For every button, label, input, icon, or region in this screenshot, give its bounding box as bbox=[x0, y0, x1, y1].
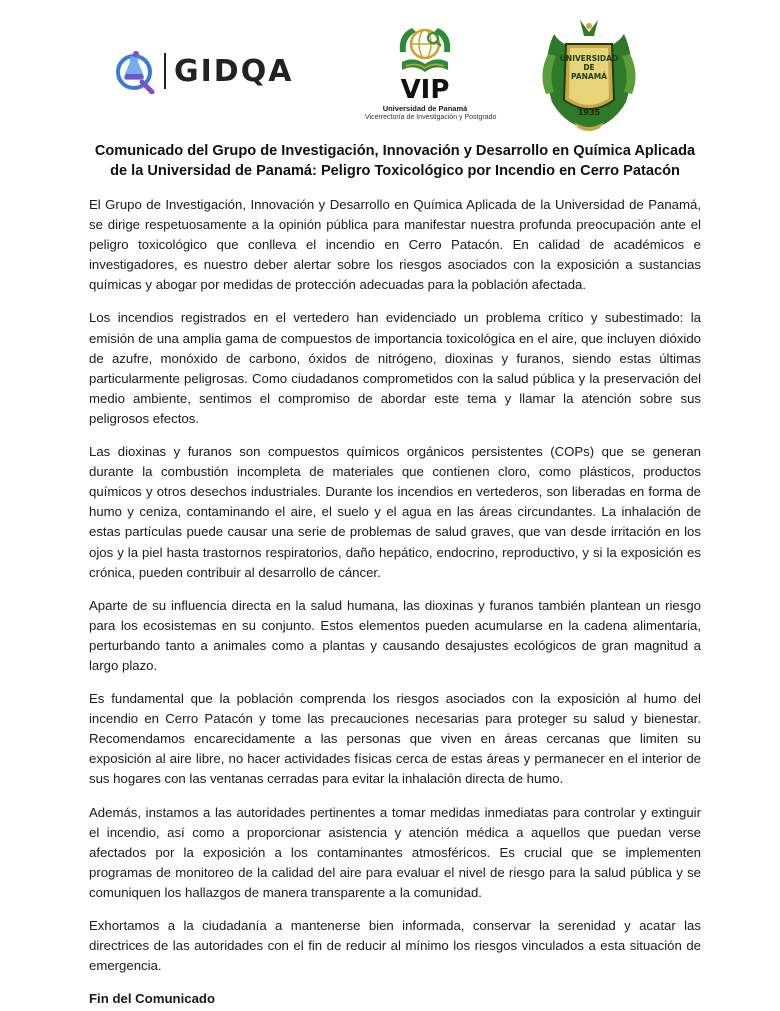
seal-text-de: DE bbox=[583, 63, 595, 72]
seal-text-universidad: UNIVERSIDAD bbox=[559, 54, 619, 63]
globe-book-icon bbox=[390, 22, 460, 80]
paragraph-ecosystems: Aparte de su influencia directa en la salud humana, las dioxinas y furanos también plantean un riesgo para los ecosistemas en su conjunto. Estos elementos pueden acumularse en la cadena alimentaria, perturbando tanto a animales como a plantas y causando desajustes ecológicos de gran magnitud a largo plazo. bbox=[89, 597, 701, 673]
paragraph-dioxins: Las dioxinas y furanos son compuestos químicos orgánicos persistentes (COPs) que se generan durante la combustión incompleta de materiales que contienen cloro, como plásticos, productos químicos y otros desechos industriales. Durante los incendios en vertederos, son liberadas en forma de humo y ceniza, contaminando el aire, el suelo y el agua en las áreas circundantes. La inhalación de estas partículas puede causar una serie de problemas de salud graves, que van desde irritación en los ojos y la piel hasta trastornos respiratorios, daño hepático, endocrino, reproductivo, y si la exposición es crónica, pueden contribuir al desarrollo de cáncer. bbox=[89, 444, 701, 580]
gidqa-wordmark: GIDQA bbox=[174, 53, 294, 89]
communique-body bbox=[89, 142, 701, 1009]
gidqa-logo bbox=[112, 48, 293, 94]
universidad-seal bbox=[534, 14, 644, 136]
letterhead bbox=[0, 0, 780, 140]
seal-text-panama: PANAMÁ bbox=[571, 72, 607, 81]
paragraph-exhortation: Exhortamos a la ciudadanía a mantenerse bien informada, conservar la serenidad y acatar las directrices de las autoridades con el fin de reducir al mínimo los riesgos vinculados a esta situación de emergencia. bbox=[89, 918, 701, 974]
closing-line: Fin del Comunicado bbox=[89, 991, 216, 1007]
vip-logo bbox=[365, 22, 497, 134]
flask-icon bbox=[112, 48, 158, 94]
vip-wordmark: VIP bbox=[400, 75, 450, 105]
vip-subtitle-office: Vicerrectoría de Investigación y Postgrado bbox=[365, 114, 497, 121]
seal-year: 1935 bbox=[577, 108, 601, 117]
paragraph-authorities: Además, instamos a las autoridades pertinentes a tomar medidas inmediatas para controlar y extinguir el incendio, así como a proporcionar asistencia y atención médica a aquellos que puedan verse afectados por la exposición a los contaminantes atmosféricos. Es crucial que se implementen programas de monitoreo de la calidad del aire para evaluar el nivel de riesgo para la salud pública y se comuniquen los hallazgos de manera transparente a la comunidad. bbox=[89, 804, 701, 900]
logo-separator bbox=[164, 53, 166, 89]
document-title: Comunicado del Grupo de Investigación, Innovación y Desarrollo en Química Aplicada de la Universidad de Panamá: Peligro Toxicológico por Incendio en Cerro Patacón bbox=[94, 143, 696, 179]
paragraph-intro: El Grupo de Investigación, Innovación y Desarrollo en Química Aplicada de la Universidad de Panamá, se dirige respetuosamente a la opinión pública para manifestar nuestra profunda preocupación ante el peligro toxicológico que conlleva el incendio en Cerro Patacón. En calidad de académicos e investigadores, es nuestro deber alertar sobre los riesgos asociados con la exposición a sustancias químicas y abogar por medidas de protección adecuadas para la población afectada. bbox=[89, 197, 701, 293]
paragraph-recommendations: Es fundamental que la población comprenda los riesgos asociados con la exposición al humo del incendio en Cerro Patacón y tome las precauciones necesarias para proteger su salud y bienestar. Recomendamos encarecidamente a las personas que viven en áreas cercanas que limiten su exposición al aire libre, no hacer actividades físicas cerca de estas áreas y permanecer en el interior de sus hogares con las ventanas cerradas para evitar la inhalación directa de humo. bbox=[89, 691, 701, 787]
paragraph-emissions: Los incendios registrados en el vertedero han evidenciado un problema crítico y subestimado: la emisión de una amplia gama de compuestos de importancia toxicológica en el aire, que incluyen dióxido de azufre, monóxido de carbono, óxidos de nitrógeno, dioxinas y furanos, siendo estas últimas particularmente peligrosas. Como ciudadanos comprometidos con la salud pública y la preservación del medio ambiente, sentimos el compromiso de abordar este tema y llamar la atención sobre sus peligrosos efectos. bbox=[89, 310, 701, 426]
vip-subtitle-university: Universidad de Panamá bbox=[382, 104, 468, 113]
